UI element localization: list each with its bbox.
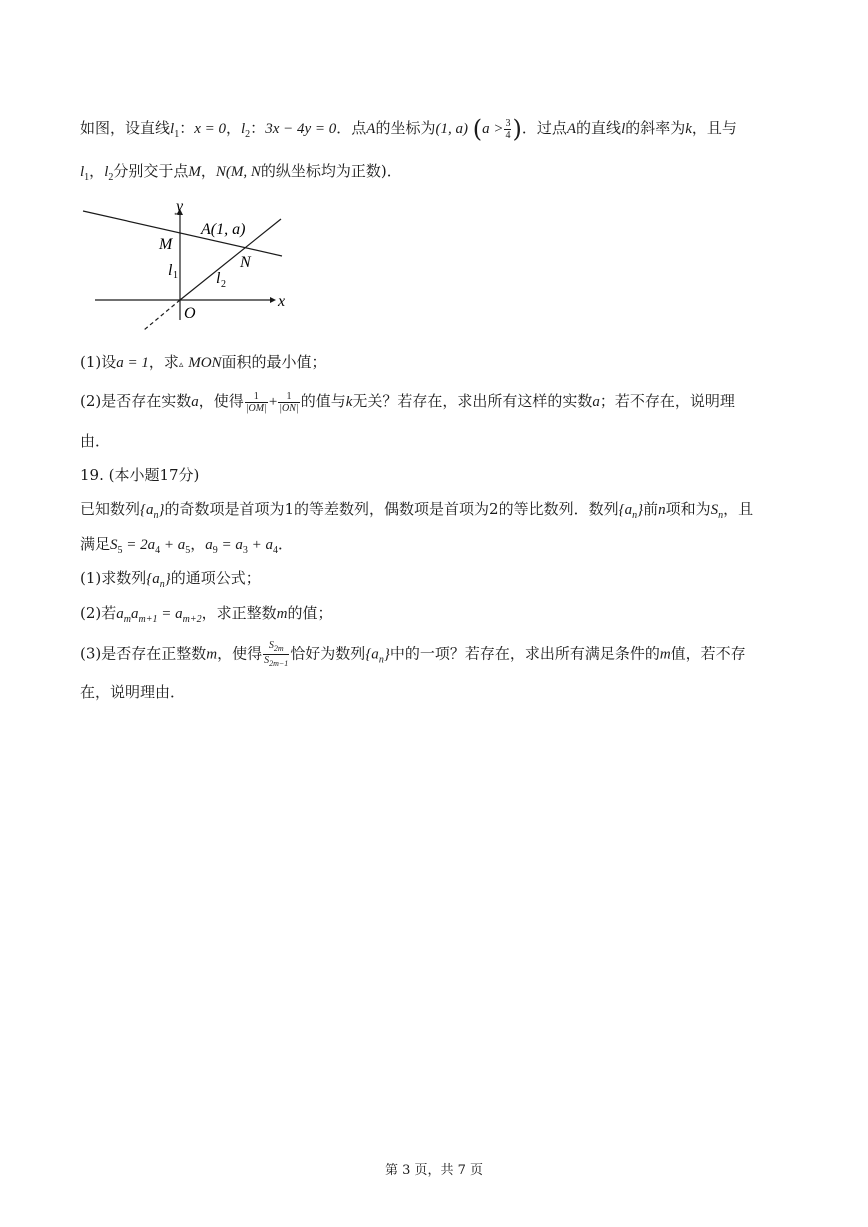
math-a9: a <box>205 537 213 553</box>
text: 的纵坐标均为正数)． <box>260 162 402 180</box>
math-sub: 4 <box>155 545 161 556</box>
text: ，且与 <box>691 119 737 137</box>
label-x: x <box>278 293 286 310</box>
math-S: S <box>268 640 274 651</box>
math-eq: + a <box>247 537 274 553</box>
math-S: S <box>264 655 270 666</box>
math-seq-close: } <box>383 646 390 663</box>
math-l: l <box>621 121 626 137</box>
text: ．点 <box>336 119 367 137</box>
label-M: M <box>159 236 173 253</box>
text: (2)若 <box>80 604 117 622</box>
problem18-q2 <box>80 390 735 414</box>
text: (2)是否存在实数 <box>80 392 192 410</box>
problem19-q3 <box>80 640 746 672</box>
line-l2-dashed <box>144 300 180 330</box>
math-sub: 2m−1 <box>269 659 289 668</box>
problem19-q3-cont <box>80 681 185 703</box>
math-N: N(M, N <box>215 164 261 180</box>
frac-den: |ON| <box>279 402 299 414</box>
problem19-q2 <box>80 602 332 631</box>
math-sub: 2m <box>273 644 284 653</box>
frac-den: |OM| <box>245 402 267 414</box>
frac-num <box>263 640 289 655</box>
text: 的值与 <box>300 392 346 410</box>
math-am: a <box>116 606 124 622</box>
text: 的通项公式； <box>170 569 261 587</box>
math-eq: = a <box>157 606 183 622</box>
triangle-icon: ▵ <box>178 360 184 370</box>
text: ， <box>200 162 216 180</box>
math-m: m <box>276 606 288 622</box>
problem19-line1 <box>80 498 753 527</box>
math-seq-close: } <box>164 571 171 587</box>
math-coord: (1, a) <box>435 121 468 137</box>
math-seq: {a <box>365 646 379 663</box>
fraction-S2m <box>263 640 289 669</box>
text: ，求正整数 <box>201 604 277 622</box>
math-m: m <box>206 646 218 663</box>
label-l1: l <box>168 262 173 279</box>
math-sub: n <box>378 654 384 666</box>
text: ，且 <box>723 500 754 518</box>
frac-num: 1 <box>278 391 299 403</box>
label-A: A(1, a) <box>201 221 246 238</box>
text: 的值； <box>287 604 333 622</box>
plus: + <box>268 394 278 410</box>
problem-number: 19. (本小题17分) <box>80 466 200 484</box>
text: 前 <box>643 500 659 518</box>
problem19-header <box>80 464 199 486</box>
math-sub: m <box>123 614 131 625</box>
text: 满足 <box>80 535 111 553</box>
text: 的斜率为 <box>625 119 686 137</box>
frac-num: 1 <box>245 391 268 403</box>
problem18-q1 <box>80 351 327 376</box>
text: ， <box>89 162 105 180</box>
math-seq: {a <box>618 502 633 518</box>
problem18-q2-cont <box>80 430 110 452</box>
text: 无关？若存在，求出所有这样的实数 <box>352 392 593 410</box>
frac-den <box>263 655 289 669</box>
text: ： <box>179 119 195 137</box>
text: ，使得 <box>217 644 263 663</box>
math-a: a <box>191 394 199 410</box>
math-M: M <box>188 164 201 180</box>
problem19-line2 <box>80 533 293 562</box>
text: 的直线 <box>576 119 622 137</box>
fraction-1-OM <box>245 391 268 414</box>
label-l2-sub: 2 <box>221 279 226 290</box>
geometry-figure <box>80 195 320 335</box>
math-A: A <box>366 121 376 137</box>
frac-den: 4 <box>505 129 511 141</box>
x-axis-arrow <box>270 297 276 303</box>
math-sub: 5 <box>185 545 191 556</box>
math-eq: = a <box>217 537 243 553</box>
label-l1-sub: 1 <box>173 270 178 281</box>
math-MON: MON <box>188 355 222 371</box>
text: ． <box>278 535 294 553</box>
fraction-3-4 <box>504 118 511 141</box>
math-a: a <box>592 394 600 410</box>
math-sub: m+2 <box>182 614 202 625</box>
text: 中的一项？若存在，求出所有满足条件的 <box>389 644 660 663</box>
text: 在，说明理由． <box>80 683 186 701</box>
math-m: m <box>659 646 671 663</box>
text: 值，若不存 <box>670 644 746 663</box>
math-sub: m+1 <box>138 614 158 625</box>
paren-close: ) <box>512 115 522 143</box>
text: 已知数列 <box>80 500 141 518</box>
math-l2: l <box>104 164 109 180</box>
math-eq: = 2a <box>122 537 156 553</box>
paren-open: ( <box>472 115 483 143</box>
math-sub: 2 <box>245 129 251 140</box>
math-sub: n <box>718 510 724 521</box>
text: ，求 <box>148 353 179 371</box>
text: ，使得 <box>198 392 244 410</box>
text: 的奇数项是首项为1的等差数列，偶数项是首项为2的等比数列．数列 <box>164 500 619 518</box>
math-l1: l <box>80 164 85 180</box>
math-sub: 2 <box>108 172 114 183</box>
text: ．过点 <box>521 119 567 137</box>
math-sub: 4 <box>273 545 279 556</box>
math-Sn: S <box>710 502 719 518</box>
math-sub: 3 <box>242 545 248 556</box>
text: (1)求数列 <box>80 569 147 587</box>
text: ， <box>190 535 206 553</box>
math-sub: 9 <box>212 545 218 556</box>
math-k: k <box>345 394 353 410</box>
math-seq-close: } <box>158 502 165 518</box>
fraction-1-ON <box>278 391 299 414</box>
math-sub: 1 <box>84 172 90 183</box>
math-k: k <box>685 121 692 137</box>
text: (1)设 <box>80 353 117 371</box>
math-eq-l1: x = 0 <box>194 121 226 137</box>
math-S5: S <box>110 537 118 553</box>
line-l <box>83 211 282 256</box>
text: ， <box>225 119 241 137</box>
text: 的坐标为 <box>375 119 436 137</box>
math-eq-l2: 3x − 4y = 0 <box>265 121 337 137</box>
problem18-line1 <box>80 117 737 146</box>
label-N: N <box>240 254 251 271</box>
text: (3)是否存在正整数 <box>80 644 207 663</box>
problem19-q1 <box>80 567 261 596</box>
math-eq: a = 1 <box>116 355 149 371</box>
math-seq: {a <box>146 571 160 587</box>
math-sub: 1 <box>174 129 180 140</box>
math-seq: {a <box>140 502 154 518</box>
math-l2: l <box>241 121 246 137</box>
math-sub: n <box>153 510 159 521</box>
math-A: A <box>566 121 577 137</box>
math-l1: l <box>170 121 175 137</box>
problem18-line2 <box>80 160 402 189</box>
text: 如图，设直线 <box>80 119 171 137</box>
text: 恰好为数列 <box>290 644 366 663</box>
math-sub: n <box>159 579 165 590</box>
label-O: O <box>184 305 196 322</box>
text: 项和为 <box>665 500 711 518</box>
text: 面积的最小值； <box>221 353 327 371</box>
text: 由． <box>80 432 111 450</box>
math-cond: a > <box>482 121 504 137</box>
text: ： <box>250 119 266 137</box>
frac-num: 3 <box>505 117 511 129</box>
text: ；若不存在，说明理 <box>599 392 735 410</box>
label-y: y <box>176 198 184 215</box>
text: 分别交于点 <box>113 162 189 180</box>
math-sub: n <box>632 510 638 521</box>
math-eq: + a <box>160 537 186 553</box>
math-am1: a <box>130 606 139 622</box>
math-n: n <box>658 502 666 518</box>
math-sub: 5 <box>117 545 123 556</box>
label-l2: l <box>216 270 221 287</box>
math-seq-close: } <box>637 502 644 518</box>
page-footer: 第 3 页，共 7 页 <box>384 1163 484 1178</box>
